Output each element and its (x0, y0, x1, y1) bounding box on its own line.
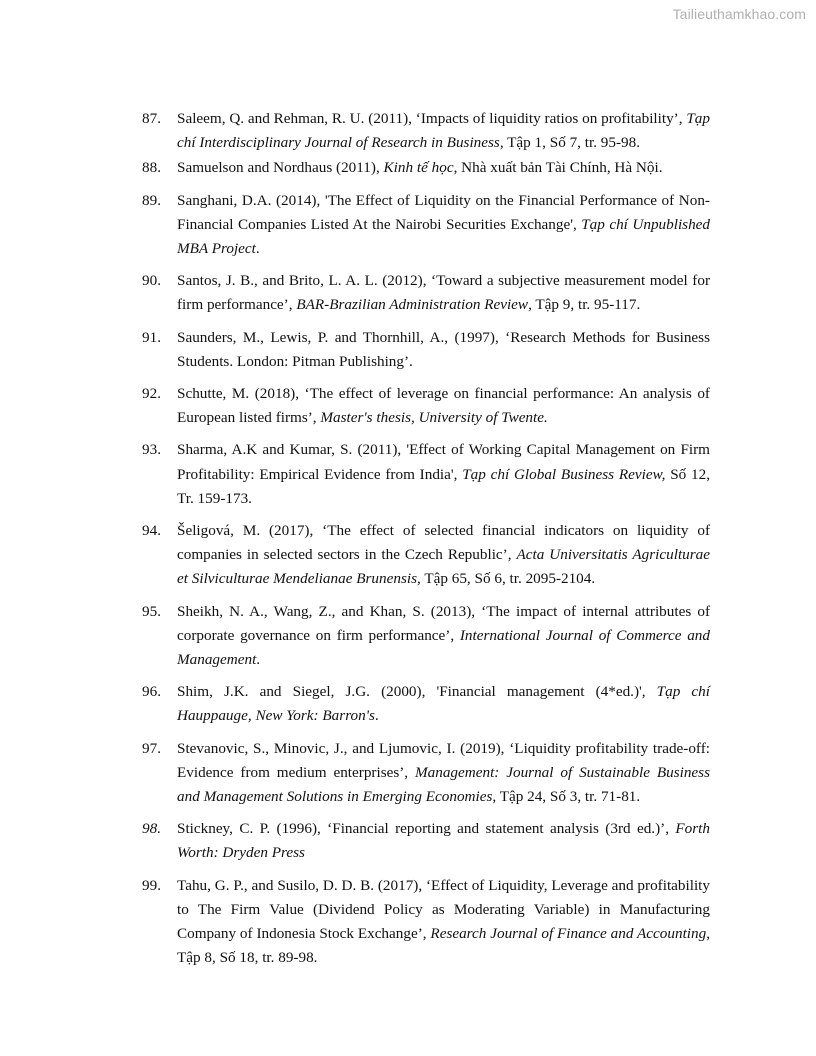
reference-list (142, 107, 710, 971)
reference-number: 96. (142, 683, 161, 701)
reference-item (142, 438, 710, 511)
reference-source-italic: Tạp chí Global Business Review, (462, 465, 666, 483)
reference-item (142, 874, 710, 971)
reference-source-italic: Tạp chí Unpublished MBA Project (177, 215, 710, 258)
reference-segment: Tahu, G. P., and Susilo, D. D. B. (2017), ‘Effect of Liquidity, Leverage and profitability to The Firm Value (Dividend Policy as Moderating Variable) in Manufacturing Company of Indonesia Stock Exchange’, (177, 876, 710, 943)
reference-source-italic: Forth Worth: Dryden Press (177, 820, 710, 862)
reference-segment: Sanghani, D.A. (2014), 'The Effect of Liquidity on the Financial Performance of Non-Financial Companies Listed At the Nairobi Securities Exchange', (177, 191, 710, 233)
reference-text (177, 438, 710, 511)
reference-source-italic: Tạp chí Interdisciplinary Journal of Research in Business (177, 110, 710, 152)
reference-segment: Sharma, A.K and Kumar, S. (2011), 'Effect of Working Capital Management on Firm Profitability: Empirical Evidence from India', (177, 441, 710, 483)
reference-number: 87. (142, 110, 161, 127)
reference-item (142, 156, 710, 180)
reference-segment: . (374, 707, 379, 725)
reference-segment: . (256, 651, 261, 669)
reference-segment: , Nhà xuất bản Tài Chính, Hà Nội. (453, 159, 663, 177)
reference-item (142, 600, 710, 673)
reference-text (177, 519, 710, 592)
reference-number: 98. (142, 820, 161, 838)
reference-segment: , Tập 24, Số 3, tr. 71-81. (492, 788, 641, 806)
reference-number: 95. (142, 602, 161, 620)
reference-number: 91. (142, 328, 161, 346)
reference-segment: , Tập 65, Số 6, tr. 2095-2104. (417, 570, 596, 588)
reference-text (177, 156, 710, 180)
reference-source-italic: Kinh tế học (383, 159, 454, 177)
reference-number: 92. (142, 385, 161, 403)
reference-item (142, 519, 710, 592)
reference-number: 93. (142, 441, 161, 459)
reference-number: 94. (142, 522, 161, 540)
watermark: Tailieuthamkhao.com (672, 6, 806, 22)
reference-item (142, 737, 710, 810)
reference-segment: Shim, J.K. and Siegel, J.G. (2000), 'Financial management (4*ed.)', (177, 683, 657, 701)
reference-segment: Sheikh, N. A., Wang, Z., and Khan, S. (2013), ‘The impact of internal attributes of corporate governance on firm performance’, (177, 602, 710, 644)
reference-text (177, 680, 710, 728)
reference-segment: Saunders, M., Lewis, P. and Thornhill, A., (1997), ‘Research Methods for Business Students. London: Pitman Publishing’. (177, 328, 710, 370)
reference-item (142, 189, 710, 262)
reference-source-italic: Management: Journal of Sustainable Business and Management Solutions in Emerging Economies (177, 763, 710, 806)
reference-number: 99. (142, 876, 161, 894)
reference-source-italic: Tạp chí Hauppauge, New York: Barron's (177, 683, 710, 725)
reference-text (177, 817, 710, 865)
reference-number: 90. (142, 272, 161, 290)
reference-source-italic: BAR-Brazilian Administration Review (296, 296, 529, 314)
reference-segment: Šeligová, M. (2017), ‘The effect of selected financial indicators on liquidity of companies in selected sectors in the Czech Republic’, (177, 522, 710, 564)
reference-segment: Stickney, C. P. (1996), ‘Financial reporting and statement analysis (3rd ed.)’, (177, 820, 676, 838)
reference-segment: , Tập 8, Số 18, tr. 89-98. (177, 925, 710, 967)
reference-segment: Saleem, Q. and Rehman, R. U. (2011), ‘Impacts of liquidity ratios on profitability’, (177, 110, 687, 127)
reference-item (142, 680, 710, 728)
reference-segment: Samuelson and Nordhaus (2011), (177, 159, 384, 177)
reference-text (177, 107, 710, 155)
reference-text (177, 269, 710, 317)
reference-text (177, 737, 710, 810)
reference-text (177, 874, 710, 971)
reference-source-italic: Research Journal of Finance and Accounting (430, 925, 707, 943)
reference-number: 89. (142, 191, 161, 209)
reference-segment: , Tập 9, tr. 95-117. (528, 296, 641, 314)
reference-source-italic: Acta Universitatis Agriculturae et Silviculturae Mendelianae Brunensis (177, 546, 711, 588)
reference-item (142, 817, 710, 865)
reference-segment: . (255, 240, 260, 258)
reference-item (142, 107, 710, 155)
reference-segment: Stevanovic, S., Minovic, J., and Ljumovic, I. (2019), ‘Liquidity profitability trade-off: Evidence from medium enterprises’, (177, 739, 710, 781)
reference-item (142, 269, 710, 317)
reference-text (177, 326, 710, 374)
reference-segment: Santos, J. B., and Brito, L. A. L. (2012), ‘Toward a subjective measurement model for firm performance’, (177, 272, 710, 314)
reference-number: 88. (142, 159, 161, 177)
reference-number: 97. (142, 739, 161, 757)
reference-source-italic: Master's thesis, University of Twente. (320, 409, 548, 427)
reference-text (177, 189, 710, 262)
reference-item (142, 382, 710, 430)
reference-source-italic: International Journal of Commerce and Management (177, 626, 710, 669)
reference-text (177, 600, 710, 673)
reference-segment: , Tập 1, Số 7, tr. 95-98. (499, 134, 641, 152)
reference-text (177, 382, 710, 430)
reference-segment: Schutte, M. (2018), ‘The effect of leverage on financial performance: An analysis of European listed firms’, (177, 385, 710, 427)
reference-item (142, 326, 710, 374)
reference-segment: Số 12, Tr. 159-173. (177, 465, 711, 507)
